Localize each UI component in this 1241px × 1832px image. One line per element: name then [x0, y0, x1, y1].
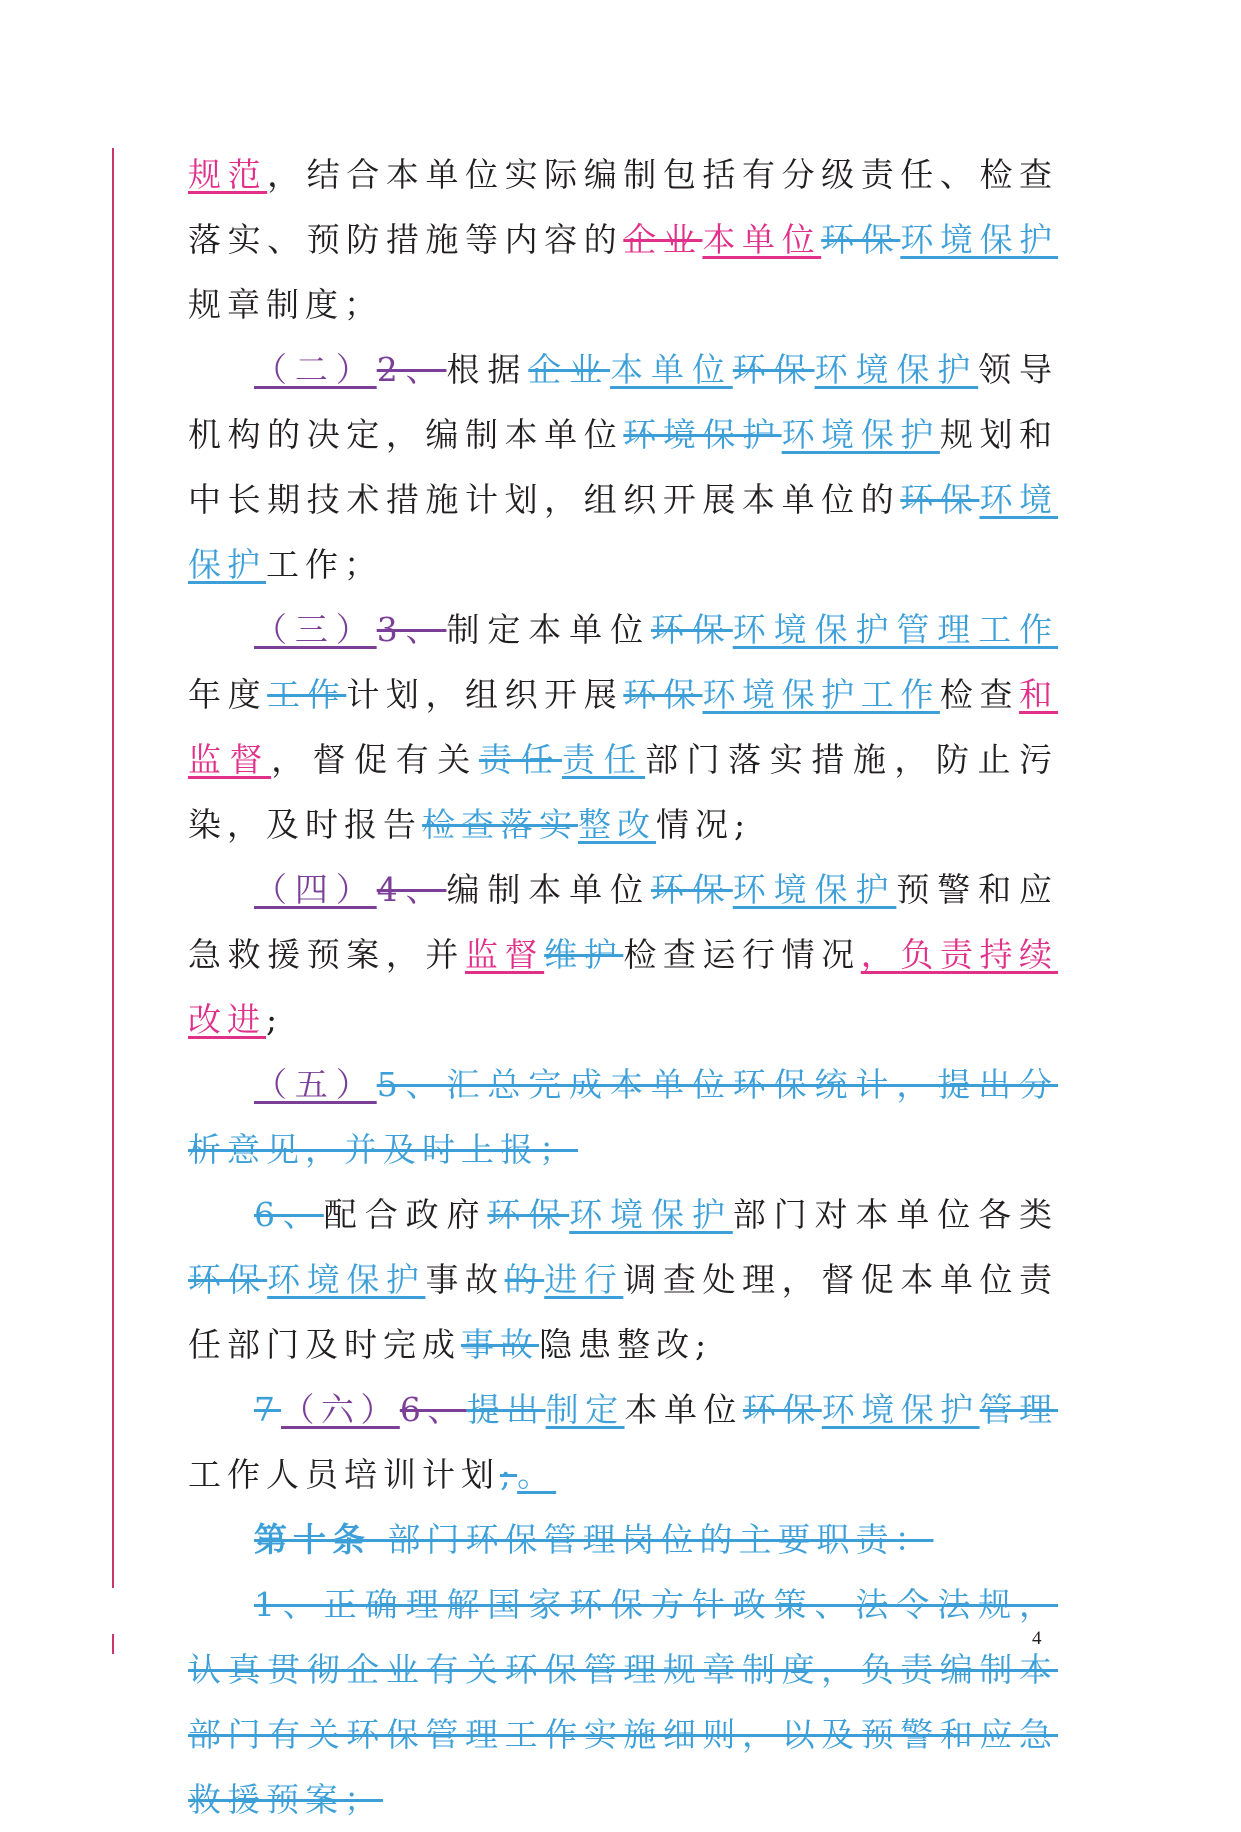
text-segment-del-blue: 管理 [979, 1390, 1059, 1429]
text-segment-ins-blue: 制定 [545, 1390, 625, 1429]
text-segment-del-purple: 4、 [376, 870, 447, 909]
text-segment-del-blue: 提出 [466, 1390, 546, 1429]
text-segment-del-blue: 环保 [487, 1195, 570, 1234]
text-segment-normal: 部门对本单位各类 [732, 1195, 1059, 1234]
text-segment-ins-pink: 和监督 [188, 675, 1059, 779]
text-segment-del-pink: 企业 [623, 220, 703, 259]
text-segment-ins-purple: （二） [254, 350, 377, 389]
text-segment-ins-pink: 规范 [188, 155, 268, 194]
text-segment-normal: ，结合本单位实际编制包括有分级责任、检查落实、预防措施等内容的 [188, 155, 1059, 259]
text-segment-del-blue: 企业 [528, 350, 611, 389]
text-segment-del-blue: 事故 [461, 1325, 539, 1364]
text-segment-normal: 检查 [939, 675, 1020, 714]
text-segment-ins-blue: 整改 [578, 805, 656, 844]
text-segment-ins-blue: 环境保护 [569, 1195, 733, 1234]
paragraph-article-10 [188, 1507, 1058, 1572]
text-segment-ins-purple: （四） [254, 870, 377, 909]
text-segment-del-blue: 责任 [478, 740, 562, 779]
paragraph-1 [188, 142, 1058, 337]
text-segment-del-blue: 工作 [267, 675, 347, 714]
text-segment-del-blue: 1、正确理解国家环保方针政策、法令法规，认真贯彻企业有关环保管理规章制度，负责编制本部门有关环保管理工作实施细则，以及预警和应急救援预案； [188, 1585, 1058, 1819]
text-segment-del-blue: 环保 [900, 480, 980, 519]
text-segment-normal: 调查处理，督促本单位责任部门及时完成 [188, 1260, 1059, 1364]
paragraph-3 [188, 597, 1058, 857]
text-segment-del-blue-bold: 第十条 [254, 1520, 371, 1559]
paragraph-2 [188, 337, 1058, 597]
text-segment-del-blue: ; [500, 1455, 518, 1494]
text-segment-del-blue: 6、 [254, 1195, 324, 1234]
text-segment-del-blue: 检查落实 [422, 805, 578, 844]
text-segment-ins-pink: 本单位 [702, 220, 822, 259]
text-segment-del-blue: 部门环保管理岗位的主要职责： [371, 1520, 934, 1559]
text-segment-del-blue: 环保 [821, 220, 901, 259]
text-segment-ins-blue: 环境保护 [900, 220, 1059, 259]
text-segment-ins-blue: 本单位 [610, 350, 733, 389]
text-segment-ins-purple: （三） [254, 610, 377, 649]
text-segment-ins-blue: 环境保护管理工作 [732, 610, 1059, 649]
text-segment-del-blue: 环保 [732, 350, 815, 389]
text-segment-ins-purple: （六） [281, 1390, 400, 1429]
text-segment-normal: 规章制度； [188, 285, 383, 324]
text-segment-del-blue: 的 [504, 1260, 545, 1299]
text-segment-ins-blue: 环境保护工作 [702, 675, 940, 714]
text-segment-ins-blue: 环境保护 [821, 1390, 980, 1429]
text-segment-del-blue: 环境保护 [623, 415, 782, 454]
text-segment-normal: 编制本单位 [446, 870, 651, 909]
text-segment-del-blue: 维护 [544, 935, 624, 974]
text-segment-del-purple: 6、 [399, 1390, 467, 1429]
paragraph-4 [188, 857, 1058, 1052]
text-segment-del-purple: 2、 [376, 350, 447, 389]
paragraph-5 [188, 1052, 1058, 1182]
text-segment-normal: 事故 [425, 1260, 505, 1299]
text-segment-del-blue: 环保 [742, 1390, 822, 1429]
document-body [188, 142, 1058, 1832]
text-segment-ins-pink: 监督 [465, 935, 545, 974]
text-segment-normal: 情况; [656, 805, 752, 844]
paragraph-6 [188, 1182, 1058, 1377]
text-segment-ins-pink: ，负责持续改进 [188, 935, 1059, 1039]
text-segment-ins-blue: 。 [517, 1455, 557, 1494]
text-segment-normal: 计划，组织开展 [346, 675, 624, 714]
change-bar [112, 148, 114, 1588]
text-segment-normal: 工作人员培训计划 [188, 1455, 500, 1494]
text-segment-ins-purple: （五） [254, 1065, 377, 1104]
text-segment-del-blue: 环保 [650, 610, 733, 649]
text-segment-normal: 隐患整改; [539, 1325, 713, 1364]
text-segment-normal: 领导机构的决定，编制本单位 [188, 350, 1059, 454]
text-segment-del-blue: 7 [254, 1390, 281, 1429]
text-segment-normal: 根据 [446, 350, 529, 389]
text-segment-ins-blue: 进行 [544, 1260, 624, 1299]
text-segment-del-purple: 3、 [376, 610, 447, 649]
text-segment-normal: 部门落实措施，防止污染，及时报告 [188, 740, 1059, 844]
text-segment-normal: ; [266, 1000, 284, 1039]
text-segment-del-blue: 5、汇总完成本单位环保统计，提出分析意见，并及时上报； [188, 1065, 1058, 1169]
text-segment-normal: 工作； [266, 545, 383, 584]
paragraph-7 [188, 1377, 1058, 1507]
page-number: 4 [1032, 1628, 1042, 1649]
change-bar-footer [112, 1634, 114, 1654]
text-segment-ins-blue: 环境保护 [781, 415, 940, 454]
text-segment-del-blue: 环保 [188, 1260, 268, 1299]
text-segment-normal: 年度 [188, 675, 268, 714]
paragraph-article-10-item-1 [188, 1572, 1058, 1832]
text-segment-normal: ，督促有关 [271, 740, 479, 779]
text-segment-normal: 检查运行情况 [623, 935, 861, 974]
text-segment-del-blue: 环保 [623, 675, 703, 714]
text-segment-normal: 配合政府 [323, 1195, 488, 1234]
text-segment-ins-blue: 环境保护 [732, 870, 897, 909]
text-segment-normal: 规划和中长期技术措施计划，组织开展本单位的 [188, 415, 1059, 519]
text-segment-ins-blue: 环境保护 [188, 480, 1059, 584]
text-segment-ins-blue: 环境保护 [814, 350, 979, 389]
text-segment-normal: 制定本单位 [446, 610, 651, 649]
text-segment-normal: 本单位 [624, 1390, 743, 1429]
text-segment-ins-blue: 责任 [561, 740, 646, 779]
text-segment-del-blue: 环保 [650, 870, 733, 909]
text-segment-ins-blue: 环境保护 [267, 1260, 426, 1299]
text-segment-normal: 预警和应急救援预案，并 [188, 870, 1059, 974]
